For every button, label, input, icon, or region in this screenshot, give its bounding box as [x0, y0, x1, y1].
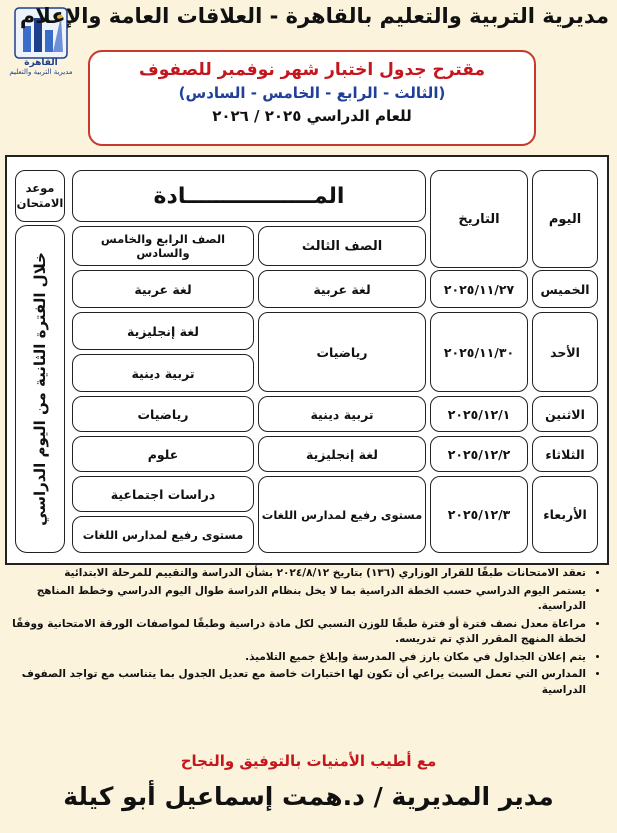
note-item: • تعقد الامتحانات طبقًا للقرار الوزاري (١٣٦) بتاريخ ٢٠٢٤/٨/١٢ بشأن الدراسة والتقييم للمرحلة الابتدائية	[10, 566, 586, 582]
note-item: • يستمر اليوم الدراسي حسب الخطة الدراسية بما لا يخل بنظام الدراسة طوال اليوم الدراسي وخطط المناهج الدراسية.	[10, 584, 586, 615]
subtitle-box	[88, 50, 536, 146]
date-cell: ٢٠٢٥/١٢/١	[430, 396, 528, 432]
logo-text: القاهرة	[24, 58, 58, 68]
grade-4-6-subject: مستوى رفيع لمدارس اللغات	[72, 516, 254, 553]
header-grade-3: الصف الثالث	[258, 226, 426, 266]
notes-list	[10, 566, 600, 698]
grade-4-6-subject: لغة عربية	[72, 270, 254, 308]
grade-3-subject: لغة عربية	[258, 270, 426, 308]
note-item: • يتم إعلان الجداول في مكان بارز في المدرسة وإبلاغ جميع التلاميذ.	[10, 650, 586, 666]
note-item: • المدارس التي تعمل السبت يراعي أن تكون لها اختبارات خاصة مع تعديل الجدول بما يتناسب مع تواجد الصفوف الدراسية	[10, 667, 586, 698]
grade-3-subject: لغة إنجليزية	[258, 436, 426, 472]
header-day: اليوم	[532, 170, 598, 268]
day-cell: الاثنين	[532, 396, 598, 432]
grade-4-6-subject: رياضيات	[72, 396, 254, 432]
subtitle-line-3: للعام الدراسي ٢٠٢٥ / ٢٠٢٦	[212, 107, 412, 125]
exam-time-text: خلال الفترة الثانية من اليوم الدراسي	[31, 252, 49, 526]
grade-4-6-subject: دراسات اجتماعية	[72, 476, 254, 512]
grade-4-6-subject: علوم	[72, 436, 254, 472]
date-cell: ٢٠٢٥/١٢/٢	[430, 436, 528, 472]
day-cell: الثلاثاء	[532, 436, 598, 472]
header-subject: المـــــــــــــــــادة	[72, 170, 426, 222]
header-grade-4-5-6: الصف الرابع والخامس والسادس	[72, 226, 254, 266]
day-cell: الخميس	[532, 270, 598, 308]
date-cell: ٢٠٢٥/١١/٣٠	[430, 312, 528, 392]
header-exam-time: موعد الامتحان	[15, 170, 65, 222]
grade-3-subject: رياضيات	[258, 312, 426, 392]
exam-time-value	[15, 225, 65, 553]
notes-section	[10, 566, 600, 700]
grade-3-subject: مستوى رفيع لمدارس اللغات	[258, 476, 426, 553]
grade-4-6-subject: لغة إنجليزية	[72, 312, 254, 350]
page-title: مديرية التربية والتعليم بالقاهرة - العلاقات العامة والإعلام	[19, 4, 609, 28]
director-signature: مدير المديرية / د.همت إسماعيل أبو كيلة	[63, 782, 554, 811]
subtitle-line-2: (الثالث - الرابع - الخامس - السادس)	[178, 84, 446, 102]
subtitle-line-1: مقترح جدول اختبار شهر نوفمبر للصفوف	[139, 60, 485, 80]
logo-subtext: مديرية التربية والتعليم	[9, 68, 73, 76]
day-cell: الأحد	[532, 312, 598, 392]
note-item: • مراعاة معدل نصف فترة أو فترة طبقًا للوزن النسبي لكل مادة دراسية وطبقًا لمواصفات الورقة الامتحانية ووفقًا لخطة المنهج المقرر الذي تم تدريسه.	[10, 617, 586, 648]
grade-3-subject: تربية دينية	[258, 396, 426, 432]
wishes-text: مع أطيب الأمنيات بالتوفيق والنجاح	[180, 752, 437, 770]
date-cell: ٢٠٢٥/١١/٢٧	[430, 270, 528, 308]
date-cell: ٢٠٢٥/١٢/٣	[430, 476, 528, 553]
grade-4-6-subject: تربية دينية	[72, 354, 254, 392]
header-date: التاريخ	[430, 170, 528, 268]
day-cell: الأربعاء	[532, 476, 598, 553]
